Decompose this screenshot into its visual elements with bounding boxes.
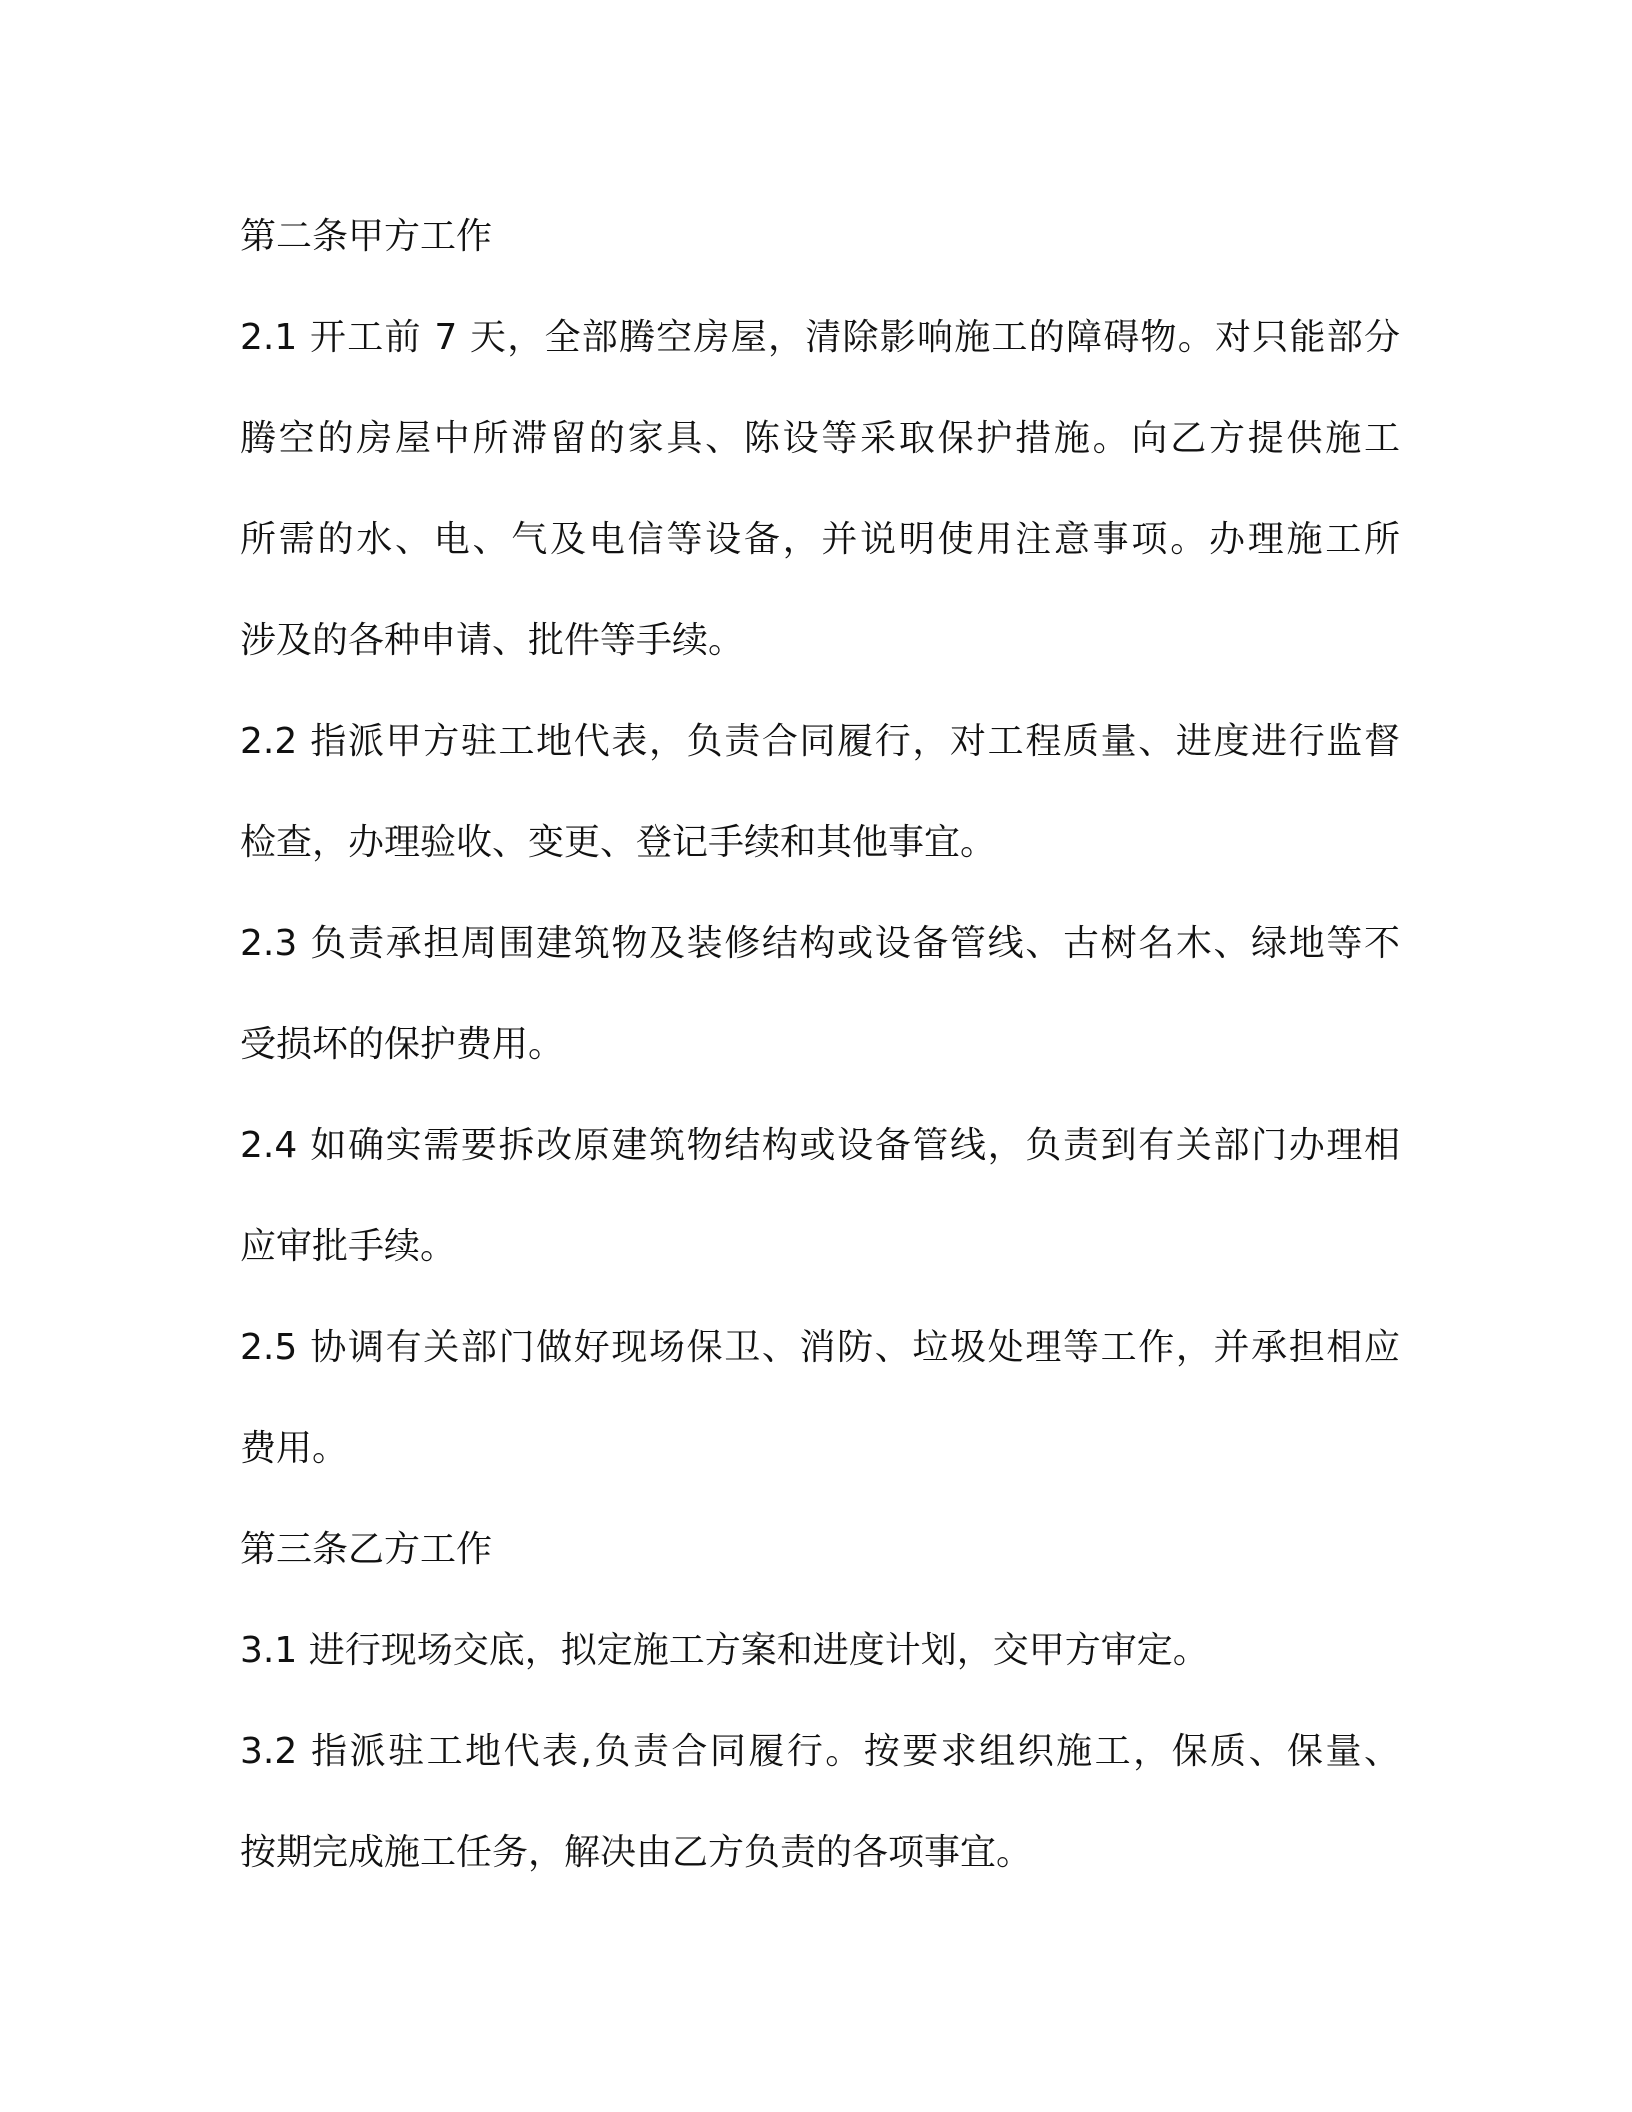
clause-2-5-line-2: 费用。: [240, 1428, 349, 1469]
clause-2-1-line-1: 2.1 开工前 7 天，全部腾空房屋，清除影响施工的障碍物。对只能部分: [240, 317, 1400, 358]
section-heading-party-a: 第二条甲方工作: [240, 216, 493, 257]
clause-2-1-line-2: 腾空的房屋中所滞留的家具、陈设等采取保护措施。向乙方提供施工: [240, 418, 1400, 459]
clause-3-2-line-1: 3.2 指派驻工地代表,负责合同履行。按要求组织施工，保质、保量、: [240, 1731, 1400, 1772]
clause-2-2-line-2: 检查，办理验收、变更、登记手续和其他事宜。: [240, 822, 997, 863]
clause-2-5-line-1: 2.5 协调有关部门做好现场保卫、消防、垃圾处理等工作，并承担相应: [240, 1327, 1400, 1368]
document-body: [240, 186, 1400, 1903]
clause-2-2-line-1: 2.2 指派甲方驻工地代表，负责合同履行，对工程质量、进度进行监督: [240, 721, 1400, 762]
clause-2-4-line-2: 应审批手续。: [240, 1226, 457, 1267]
clause-2-4-line-1: 2.4 如确实需要拆改原建筑物结构或设备管线，负责到有关部门办理相: [240, 1125, 1400, 1166]
section-heading-party-b: 第三条乙方工作: [240, 1529, 493, 1570]
clause-3-2-line-2: 按期完成施工任务，解决由乙方负责的各项事宜。: [240, 1832, 1033, 1873]
clause-2-1-line-3: 所需的水、电、气及电信等设备，并说明使用注意事项。办理施工所: [240, 519, 1400, 560]
clause-2-1-line-4: 涉及的各种申请、批件等手续。: [240, 620, 745, 661]
clause-2-3-line-2: 受损坏的保护费用。: [240, 1024, 565, 1065]
clause-2-3-line-1: 2.3 负责承担周围建筑物及装修结构或设备管线、古树名木、绿地等不: [240, 923, 1400, 964]
clause-3-1-line-1: 3.1 进行现场交底，拟定施工方案和进度计划，交甲方审定。: [240, 1630, 1209, 1671]
